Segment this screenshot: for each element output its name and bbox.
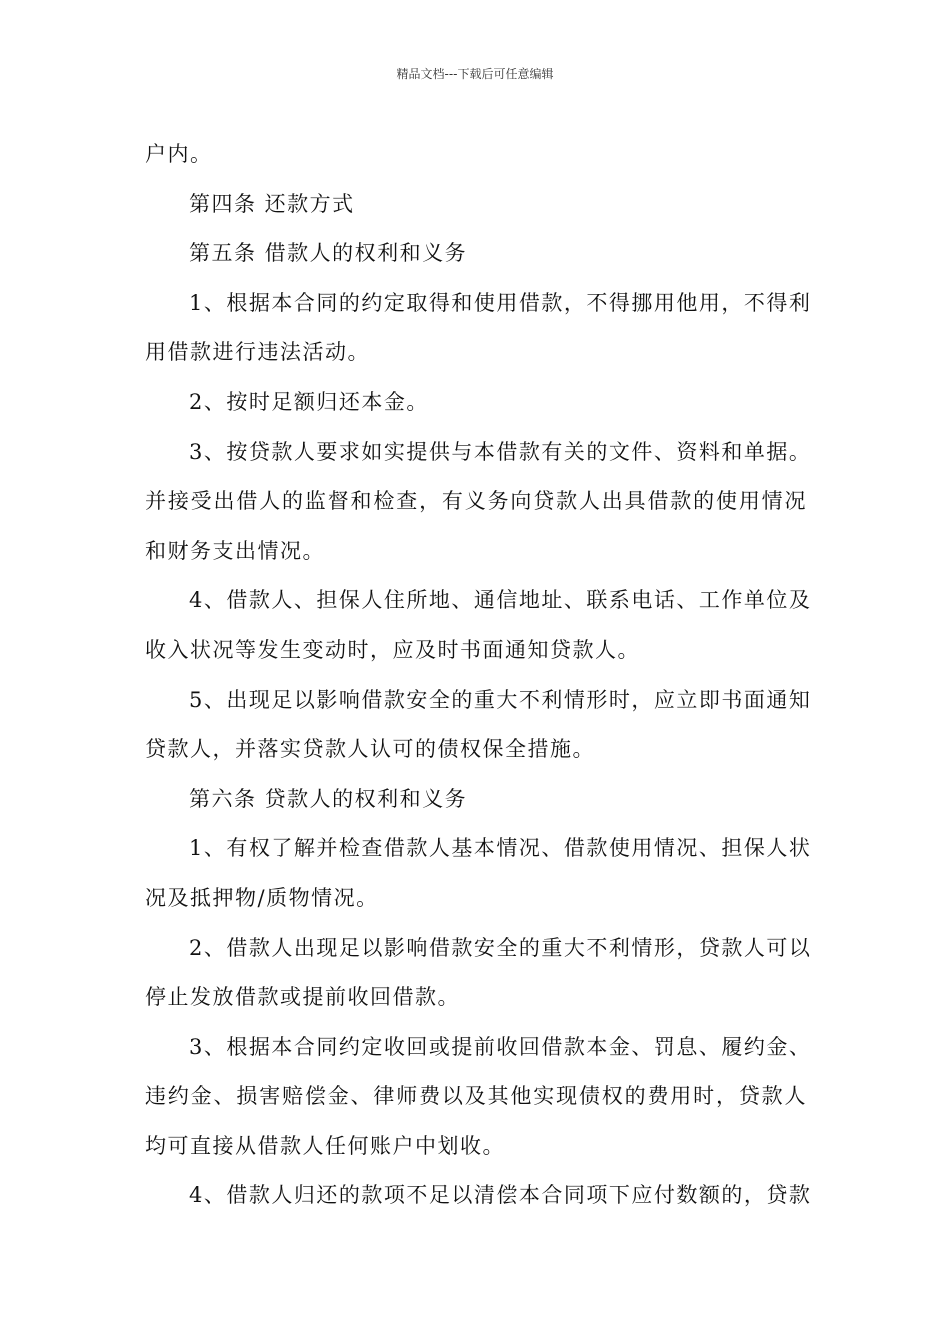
text-line: 第六条 贷款人的权利和义务 [189,786,468,811]
page-header: 精品文档---下载后可任意编辑 [396,67,554,81]
document-body [145,130,812,1221]
text-line: 停止发放借款或提前收回借款。 [145,985,460,1010]
text-line: 3、按贷款人要求如实提供与本借款有关的文件、资料和单据。 [189,439,812,464]
text-line: 2、按时足额归还本金。 [189,389,429,414]
text-line: 用借款进行违法活动。 [145,340,370,365]
text-line: 户内。 [145,142,213,166]
text-line: 第四条 还款方式 [189,191,355,216]
text-line: 均可直接从借款人任何账户中划收。 [145,1133,505,1158]
text-line: 收入状况等发生变动时，应及时书面通知贷款人。 [145,637,640,662]
text-line: 5、出现足以影响借款安全的重大不利情形时，应立即书面通知 [189,687,812,712]
text-line: 1、根据本合同的约定取得和使用借款，不得挪用他用，不得利 [189,290,812,315]
text-line: 并接受出借人的监督和检查，有义务向贷款人出具借款的使用情况 [145,489,807,514]
text-line: 况及抵押物/质物情况。 [145,885,379,910]
text-line: 违约金、损害赔偿金、律师费以及其他实现债权的费用时，贷款人 [145,1084,807,1109]
text-line: 1、有权了解并检查借款人基本情况、借款使用情况、担保人状 [189,836,812,861]
text-line: 第五条 借款人的权利和义务 [189,241,468,266]
text-line: 4、借款人、担保人住所地、通信地址、联系电话、工作单位及 [189,588,812,613]
text-line: 贷款人，并落实贷款人认可的债权保全措施。 [145,737,595,762]
text-line: 4、借款人归还的款项不足以清偿本合同项下应付数额的，贷款 [189,1183,812,1208]
text-line: 2、借款人出现足以影响借款安全的重大不利情形，贷款人可以 [189,935,812,960]
text-line: 和财务支出情况。 [145,538,325,563]
text-line: 3、根据本合同约定收回或提前收回借款本金、罚息、履约金、 [189,1034,812,1059]
